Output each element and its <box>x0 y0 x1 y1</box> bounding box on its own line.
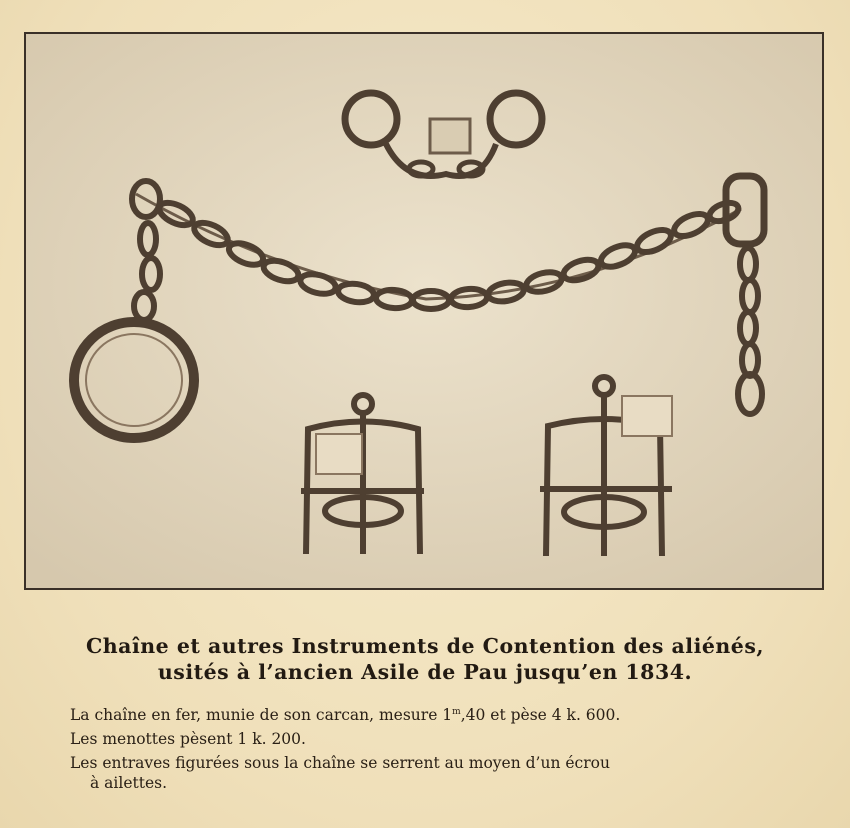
caption-note-shackles: Les entraves figurées sous la chaîne se serrent au moyen d’un écrou <box>70 754 610 772</box>
caption-note-shackles-continued: à ailettes. <box>90 774 168 792</box>
caption-title-line1: Chaîne et autres Instruments de Contention des aliénés, <box>85 634 765 658</box>
photograph <box>24 32 824 590</box>
photograph-illustration <box>26 34 824 590</box>
note-chain-text-a: La chaîne en fer, munie de son carcan, mesure 1 <box>70 706 453 724</box>
caption-note-chain <box>70 706 620 724</box>
note-chain-text-b: ,40 et pèse 4 k. 600. <box>460 706 621 724</box>
caption-title-line2: usités à l’ancien Asile de Pau jusqu’en 1834. <box>157 660 693 684</box>
note-chain-superscript: m <box>452 706 461 717</box>
caption-note-handcuffs: Les menottes pèsent 1 k. 200. <box>70 730 306 748</box>
